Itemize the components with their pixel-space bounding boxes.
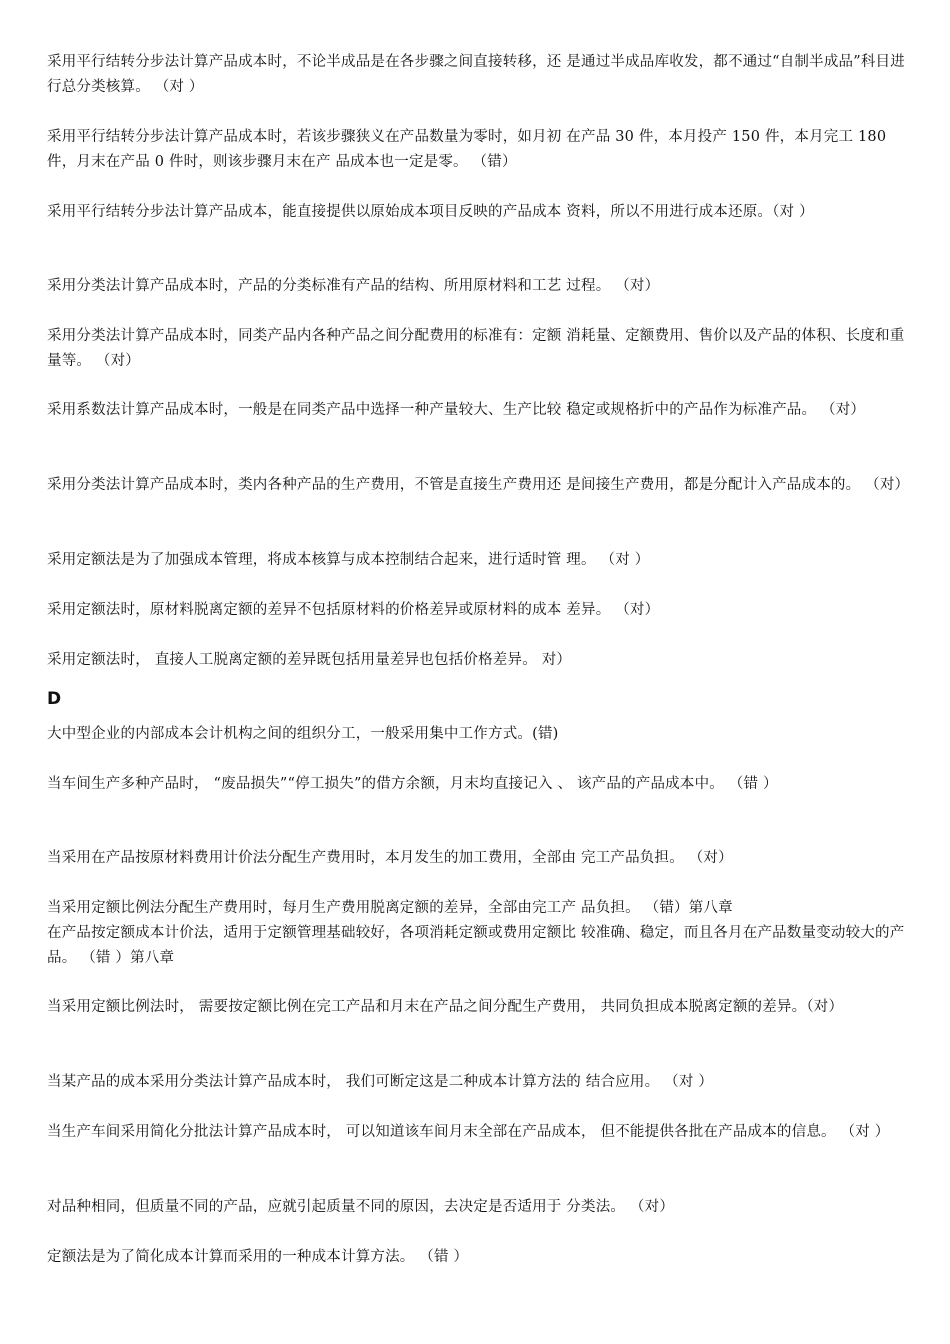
statement-paragraph: 对品种相同，但质量不同的产品，应就引起质量不同的原因，去决定是否适用于 分类法。 （对） [47, 1199, 675, 1215]
statement-paragraph: 当采用在产品按原材料费用计价法分配生产费用时，本月发生的加工费用，全部由 完工产品负担。 （对） [47, 850, 733, 866]
statement-paragraph: 采用平行结转分步法计算产品成本时，若该步骤狭义在产品数量为零时，如月初 在产品 30 件，本月投产 150 件，本月完工 180 件，月末在产品 0 件时，则该步骤月末在产 品成本也一定是零。 （错） [47, 129, 887, 170]
statement-paragraph: 采用分类法计算产品成本时，产品的分类标准有产品的结构、所用原材料和工艺 过程。 （对） [47, 278, 660, 294]
statement-paragraph: 采用平行结转分步法计算产品成本时，不论半成品是在各步骤之间直接转移，还 是通过半成品库收发，都不通过“自制半成品”科目进行总分类核算。 （对 ） [47, 54, 905, 95]
statement-paragraph: 大中型企业的内部成本会计机构之间的组织分工，一般采用集中工作方式。(错) [47, 726, 559, 742]
statement-paragraph: 当某产品的成本采用分类法计算产品成本时， 我们可断定这是二种成本计算方法的 结合应用。 （对 ） [47, 1074, 714, 1090]
statement-paragraph: 采用定额法时，原材料脱离定额的差异不包括原材料的价格差异或原材料的成本 差异。 （对） [47, 602, 660, 618]
statement-paragraph: 当采用定额比例法时， 需要按定额比例在完工产品和月末在产品之间分配生产费用， 共同负担成本脱离定额的差异。（对） [47, 999, 844, 1015]
statement-paragraph: 采用平行结转分步法计算产品成本，能直接提供以原始成本项目反映的产品成本 资料，所以不用进行成本还原。（对 ） [47, 204, 814, 220]
statement-paragraph: 当生产车间采用简化分批法计算产品成本时， 可以知道该车间月末全部在产品成本， 但不能提供各批在产品成本的信息。 （对 ） [47, 1124, 890, 1140]
statement-paragraph: 采用定额法是为了加强成本管理，将成本核算与成本控制结合起来，进行适时管 理。 （对 ） [47, 552, 650, 568]
statement-paragraph: 定额法是为了简化成本计算而采用的一种成本计算方法。 （错 ） [47, 1249, 469, 1265]
statement-paragraph: 采用分类法计算产品成本时，同类产品内各种产品之间分配费用的标准有：定额 消耗量、定额费用、售价以及产品的体积、长度和重量等。 （对） [47, 328, 905, 369]
statement-paragraph: 采用系数法计算产品成本时，一般是在同类产品中选择一种产量较大、生产比较 稳定或规格折中的产品作为标准产品。 （对） [47, 402, 866, 418]
statement-paragraph: 采用定额法时， 直接人工脱离定额的差异既包括用量差异也包括价格差异。 对） [47, 652, 572, 668]
statement-paragraph: 在产品按定额成本计价法，适用于定额管理基础较好，各项消耗定额或费用定额比 较准确、稳定，而且各月在产品数量变动较大的产品。 （错 ）第八章 [47, 925, 905, 966]
statement-paragraph: 采用分类法计算产品成本时，类内各种产品的生产费用，不管是直接生产费用还 是间接生产费用，都是分配计入产品成本的。 （对） [47, 477, 910, 493]
section-letter-heading: D [47, 689, 62, 709]
statement-paragraph: 当采用定额比例法分配生产费用时，每月生产费用脱离定额的差异，全部由完工产 品负担。 （错）第八章 [47, 900, 733, 916]
statement-paragraph: 当车间生产多种产品时， “废品损失”“停工损失”的借方余额，月末均直接记入 、 该产品的产品成本中。 （错 ） [47, 776, 778, 792]
